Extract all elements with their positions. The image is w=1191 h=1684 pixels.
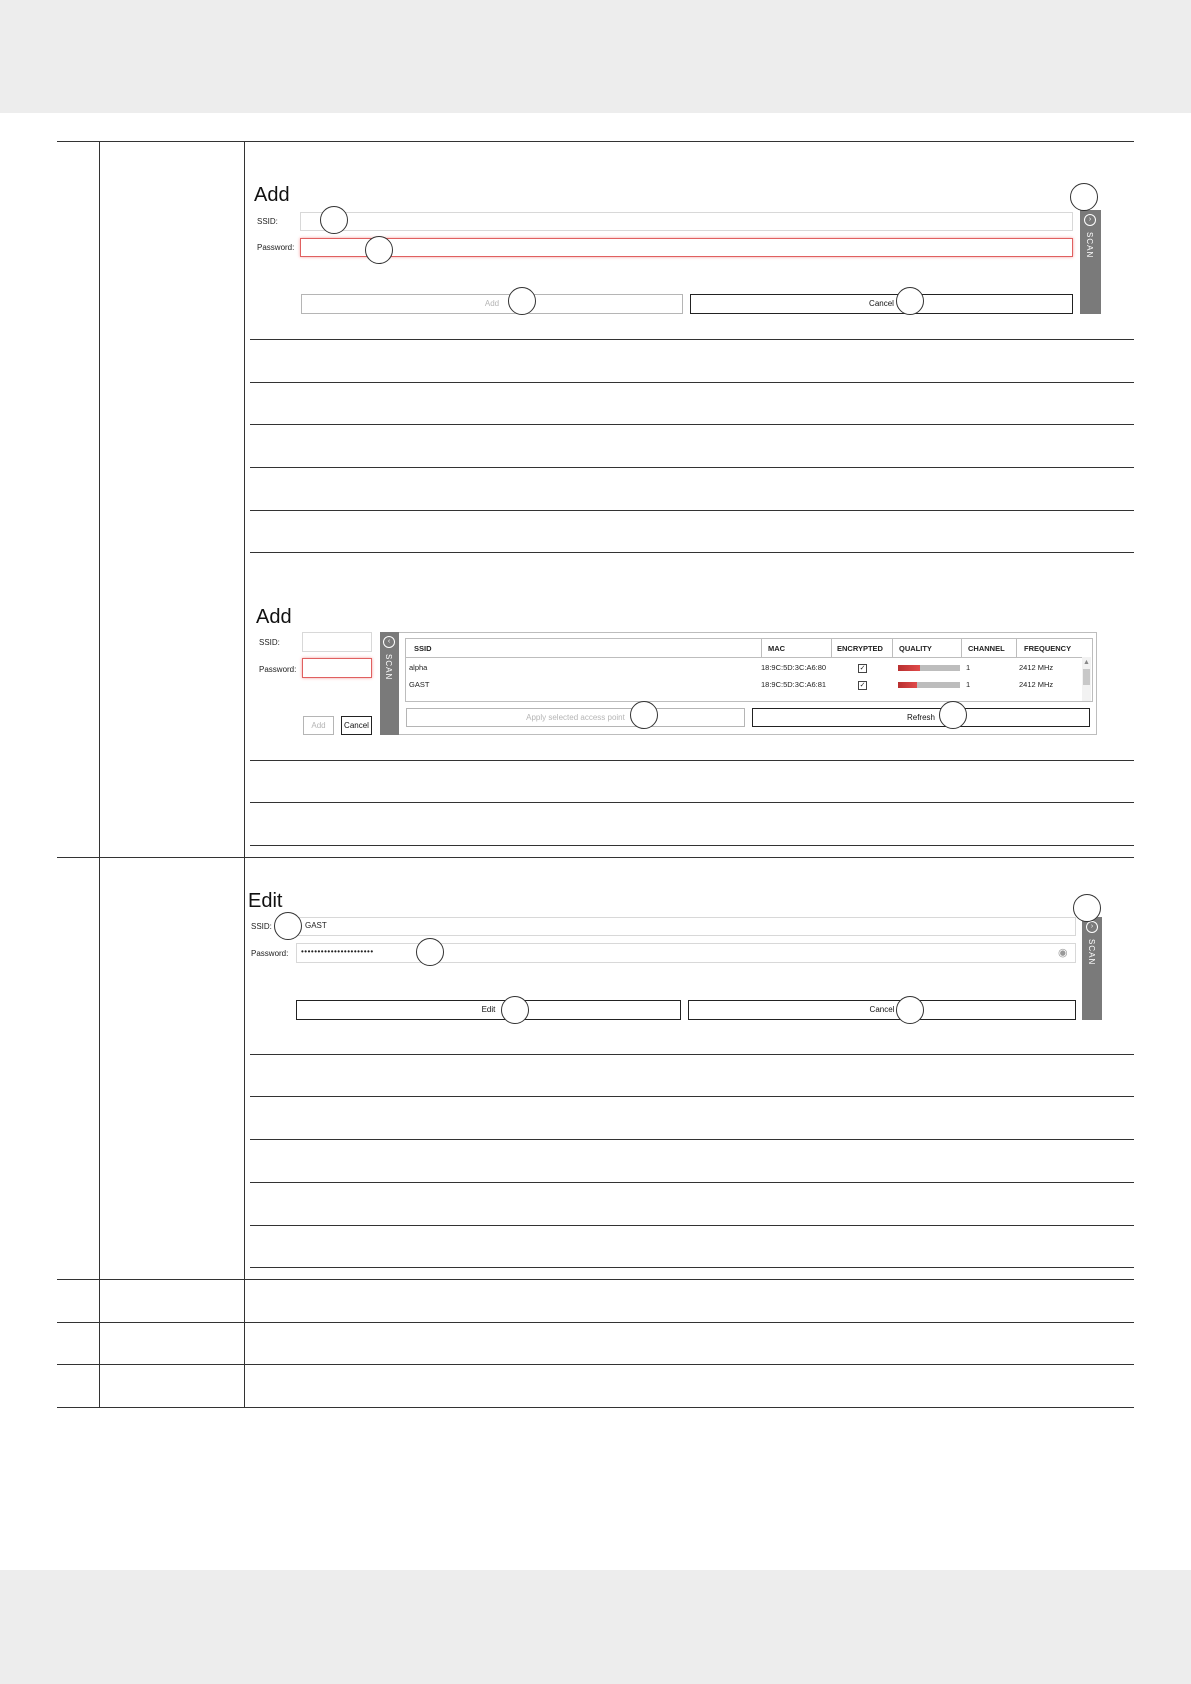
row-line [250,1139,1134,1140]
callout-marker [1073,894,1101,922]
access-point-table [405,638,1093,702]
chevron-left-icon: ‹ [383,636,395,648]
column-header-channel[interactable]: CHANNEL [968,644,1005,653]
callout-marker [274,912,302,940]
scan-toggle[interactable] [380,632,399,735]
row-line [250,339,1134,340]
ssid-input[interactable] [302,632,372,652]
column-header-encrypted[interactable]: ENCRYPTED [837,644,883,653]
table-row-separator [57,1322,1134,1323]
table-row-separator [57,1364,1134,1365]
column-divider [961,639,962,657]
ssid-input[interactable] [300,212,1073,231]
password-input[interactable]: •••••••••••••••••••••• [296,943,1076,963]
top-band [0,0,1191,113]
callout-marker [939,701,967,729]
column-header-mac[interactable]: MAC [768,644,786,653]
encrypted-checkbox: ✓ [859,665,866,672]
scroll-thumb[interactable] [1083,669,1090,685]
callout-marker [508,287,536,315]
callout-marker [365,236,393,264]
dialog-title: Add [254,184,290,206]
eye-icon[interactable]: ◉ [1058,947,1068,959]
row-line [250,1096,1134,1097]
row-channel: 1 [966,663,971,672]
chevron-right-icon: › [1084,214,1096,226]
edit-button[interactable]: Edit [296,1000,681,1020]
scan-toggle[interactable] [1080,210,1101,314]
add-button[interactable]: Add [303,716,334,735]
column-header-ssid[interactable]: SSID [414,644,432,653]
row-line [250,552,1134,553]
password-label: Password: [259,665,297,674]
ssid-input[interactable]: GAST [296,917,1076,936]
row-line [250,1267,1134,1268]
table-row-separator [57,857,1134,858]
row-ssid: alpha [409,663,428,672]
cancel-button[interactable]: Cancel [341,716,372,735]
row-line [250,467,1134,468]
table-header-divider [406,657,1082,658]
row-mac: 18:9C:5D:3C:A6:80 [761,663,827,672]
row-line [250,845,1134,846]
cancel-button[interactable]: Cancel [690,294,1073,314]
scroll-up-icon[interactable]: ▲ [1083,659,1090,666]
row-line [250,1225,1134,1226]
callout-marker [896,996,924,1024]
table-bottom-border [57,1407,1134,1408]
column-divider [761,639,762,657]
scan-label: SCAN [1087,939,1096,966]
column-header-frequency[interactable]: FREQUENCY [1024,644,1072,653]
row-line [250,1182,1134,1183]
cancel-button[interactable]: Cancel [688,1000,1076,1020]
callout-marker [501,996,529,1024]
apply-access-point-button[interactable]: Apply selected access point [406,708,745,727]
column-divider [892,639,893,657]
table-col-divider-2 [244,141,245,1407]
ssid-label: SSID: [259,638,280,647]
scan-label: SCAN [1085,232,1094,259]
quality-bar [898,665,960,671]
refresh-button[interactable]: Refresh [752,708,1090,727]
row-line [250,382,1134,383]
chevron-right-icon: › [1086,921,1098,933]
scan-label: SCAN [384,654,393,681]
quality-bar [898,682,960,688]
password-label: Password: [257,243,295,252]
row-mac: 18:9C:5D:3C:A6:81 [761,680,827,689]
row-line [250,760,1134,761]
ssid-label: SSID: [251,922,272,931]
table-col-divider-1 [99,141,100,1407]
bottom-band [0,1570,1191,1684]
column-header-quality[interactable]: QUALITY [899,644,932,653]
table-top-border [57,141,1134,142]
row-line [250,802,1134,803]
row-line [250,424,1134,425]
row-line [250,510,1134,511]
callout-marker [416,938,444,966]
row-channel: 1 [966,680,971,689]
row-line [250,1054,1134,1055]
password-input[interactable] [300,238,1073,257]
scrollbar[interactable] [1082,657,1091,701]
add-button[interactable]: Add [301,294,683,314]
password-label: Password: [251,949,289,958]
scan-toggle[interactable] [1082,917,1102,1020]
callout-marker [896,287,924,315]
table-row-separator [57,1279,1134,1280]
callout-marker [1070,183,1098,211]
password-input[interactable] [302,658,372,678]
column-divider [1016,639,1017,657]
dialog-title: Edit [248,890,283,912]
row-frequency: 2412 MHz [1019,663,1054,672]
dialog-title: Add [256,606,292,628]
row-frequency: 2412 MHz [1019,680,1054,689]
callout-marker [320,206,348,234]
row-ssid: GAST [409,680,430,689]
callout-marker [630,701,658,729]
column-divider [831,639,832,657]
ssid-label: SSID: [257,217,278,226]
encrypted-checkbox: ✓ [859,682,866,689]
